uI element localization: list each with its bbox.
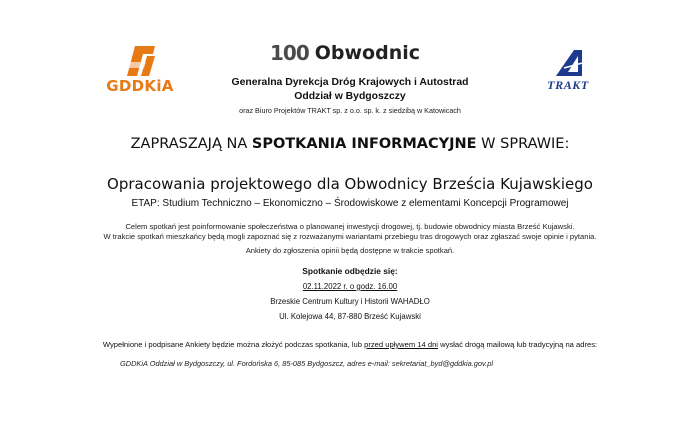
invitation-headline — [0, 136, 700, 152]
obwodnic-logo-word: Obwodnic — [314, 42, 421, 64]
org-partner-line: oraz Biuro Projektów TRAKT sp. z o.o. sp. k. z siedzibą w Katowicach — [239, 106, 461, 115]
etap-line: ETAP: Studium Techniczno – Ekonomiczno – Środowiskowe z elementami Koncepcji Programowej — [131, 198, 569, 209]
survey-note-before: Wypełnione i podpisane Ankiety będzie można złożyć podczas spotkania, lub — [102, 340, 365, 349]
variants-paragraph: W trakcie spotkań mieszkańcy będą mogli zapoznać się z rozważanymi wariantami przebiegu tras drogowych oraz zgłaszać swoje opinie i pytania. — [103, 232, 597, 241]
org-name-line2: Oddział w Bydgoszczy — [294, 91, 406, 102]
survey-note-deadline: przed upływem 14 dni — [364, 340, 438, 349]
gddkia-logo — [97, 42, 183, 97]
gddkia-emblem-icon — [97, 42, 183, 78]
survey-submission-note — [0, 340, 700, 349]
gddkia-logo-text: GDDKiA — [106, 77, 174, 95]
org-name-line1: Generalna Dyrekcja Dróg Krajowych i Autostrad — [231, 77, 469, 88]
meeting-place: Brzeskie Centrum Kultury i Historii WAHADŁO — [270, 297, 430, 306]
purpose-paragraph: Celem spotkań jest poinformowanie społeczeństwa o planowanej inwestycji drogowej, tj. budowie obwodnicy miasta Brześć Kujawski. — [125, 222, 575, 231]
obwodnic-logo-number: 100 — [270, 41, 309, 65]
obwodnic-logo — [270, 41, 420, 65]
headline-prefix: ZAPRASZAJĄ NA — [130, 136, 252, 152]
meeting-date — [0, 282, 700, 291]
surveys-paragraph: Ankiety do zgłoszenia opinii będą dostępne w trakcie spotkań. — [245, 246, 455, 255]
headline-suffix: W SPRAWIE: — [476, 136, 570, 152]
meeting-date-text: 02.11.2022 r. o godz. 16.00 — [302, 282, 398, 291]
project-title: Opracowania projektowego dla Obwodnicy Brześcia Kujawskiego — [107, 175, 593, 193]
contact-address: GDDKiA Oddział w Bydgoszczy, ul. Fordońska 6, 85-085 Bydgoszcz, adres e-mail: sekretariat_byd@gddkia.gov.pl — [120, 359, 493, 368]
trakt-logo — [528, 48, 608, 94]
headline-emphasis: SPOTKANIA INFORMACYJNE — [251, 136, 477, 152]
meeting-heading: Spotkanie odbędzie się: — [302, 266, 398, 276]
trakt-emblem-icon — [528, 48, 608, 78]
meeting-address: Ul. Kolejowa 44, 87-880 Brześć Kujawski — [279, 312, 421, 321]
survey-note-after: wysłać drogą mailową lub tradycyjną na adres: — [437, 340, 598, 349]
trakt-logo-text: TRAKT — [547, 78, 589, 92]
